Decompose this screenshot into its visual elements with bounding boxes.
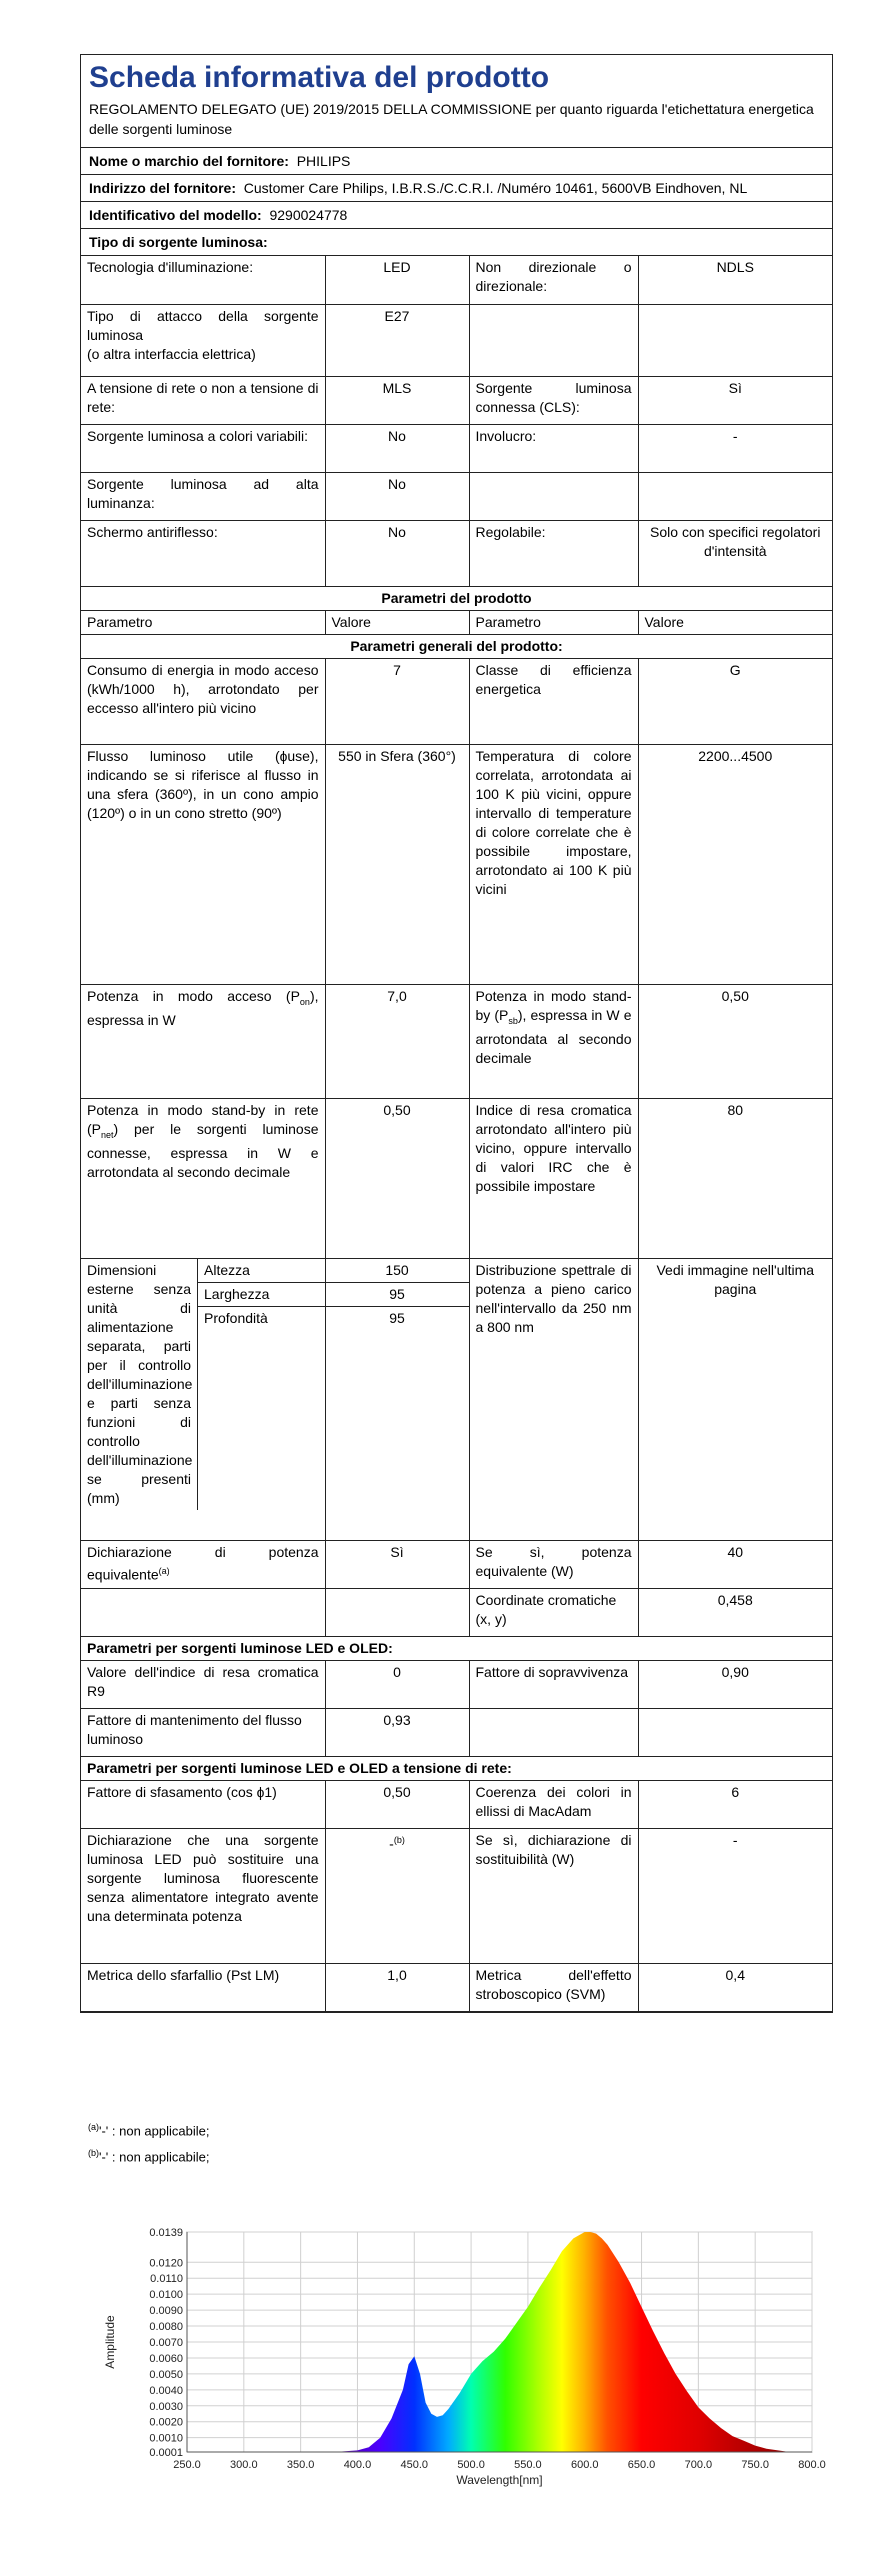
light-source-value: NDLS [638, 256, 832, 304]
equivalent-power-label: Dichiarazione di potenza equivalente$^{(a)}$ [81, 1540, 325, 1588]
general-params-header-row: Parametri generali del prodotto: [81, 634, 832, 658]
cri-value: 80 [638, 1098, 832, 1258]
supplier-name-label: Nome o marchio del fornitore: [89, 153, 289, 169]
y-axis-label: Amplitude [103, 2315, 117, 2369]
supplier-address-row [81, 175, 832, 202]
x-tick-label: 650.0 [627, 2459, 656, 2471]
efficiency-class-label: Classe di efficienza energetica [469, 658, 638, 744]
power-on-row [81, 984, 832, 1098]
x-tick-label: 350.0 [286, 2459, 315, 2471]
dimensions-row [81, 1258, 832, 1540]
light-source-value: E27 [325, 304, 469, 376]
equivalent-watt-label: Se sì, potenza equivalente (W) [469, 1540, 638, 1588]
model-id-label: Identificativo del modello: [89, 207, 262, 223]
y-tick-label: 0.0120 [149, 2257, 183, 2270]
y-tick-label: 0.0110 [150, 2273, 183, 2286]
spectral-distribution-chart [72, 2200, 832, 2500]
x-tick-label: 700.0 [684, 2459, 713, 2471]
y-tick-label: 0.0010 [149, 2432, 183, 2445]
light-source-label: Involucro: [469, 424, 638, 472]
x-axis-label: Wavelength[nm] [456, 2473, 543, 2487]
energy-label: Consumo di energia in modo acceso (kWh/1000 h), arrotondato per eccesso all'intero più vicino [81, 658, 325, 744]
chromaticity-label: Coordinate cromatiche (x, y) [469, 1588, 638, 1636]
y-tick-label: 0.0070 [149, 2337, 183, 2349]
x-tick-label: 750.0 [741, 2459, 769, 2471]
energy-row [81, 658, 832, 744]
y-tick-label: 0.0090 [149, 2305, 183, 2318]
light-source-row [81, 304, 832, 376]
macadam-value: 6 [638, 1780, 832, 1828]
col-header-value-1: Valore [325, 610, 469, 634]
model-id-value: 9290024778 [269, 207, 348, 223]
light-source-row [81, 256, 832, 304]
dimensions-label: Dimensioni esterne senza unità di alimentazione separata, parti per il controllo dell'illuminazione e parti senza funzioni di controllo dell'illuminazione se presenti (mm) [81, 1259, 198, 1510]
replacement-label: Dichiarazione che una sorgente luminosa LED può sostituire una sorgente luminosa fluorescente senza alimentatore integrato avente una determinata potenza [81, 1828, 325, 1963]
spd-value: Vedi immagine nell'ultima pagina [638, 1258, 832, 1540]
y-tick-label: 0.0040 [149, 2384, 183, 2397]
x-tick-label: 450.0 [400, 2459, 429, 2471]
product-info-sheet [80, 54, 833, 2013]
flicker-value: 1,0 [325, 1963, 469, 2011]
y-tick-label: 0.0139 [149, 2227, 183, 2239]
led-params-header-row: Parametri per sorgenti luminose LED e OLED: [81, 1636, 832, 1660]
power-net-label: Potenza in modo stand-by in rete $(P_{net})$ per le sorgenti luminose connesse, espressa in W e arrotondata al secondo decimale [81, 1098, 325, 1258]
r9-label: Valore dell'indice di resa cromatica R9 [81, 1660, 325, 1708]
y-tick-label: 0.0020 [149, 2416, 183, 2429]
light-source-row [81, 376, 832, 424]
replaceability-value: - [638, 1828, 832, 1963]
survival-factor-value: 0,90 [638, 1660, 832, 1708]
dimension-width-label: Larghezza [198, 1283, 325, 1307]
x-tick-label: 400.0 [343, 2459, 372, 2471]
light-source-value: MLS [325, 376, 469, 424]
equivalent-power-row [81, 1540, 832, 1588]
light-source-value [638, 304, 832, 376]
flux-row [81, 744, 832, 984]
light-source-label: Regolabile: [469, 520, 638, 586]
phase-label: Fattore di sfasamento (cos ɸ1) [81, 1780, 325, 1828]
standby-label: Potenza in modo stand-by $(P_{sb})$, espressa in W e arrotondata al secondo decimale [469, 984, 638, 1098]
supplier-address-label: Indirizzo del fornitore: [89, 180, 236, 196]
stroboscopic-value: 0,4 [638, 1963, 832, 2011]
chromaticity-row [81, 1588, 832, 1636]
dimension-width-value: 95 [326, 1283, 469, 1307]
footnotes [88, 2116, 209, 2169]
y-tick-label: 0.0001 [149, 2447, 183, 2459]
power-on-label: Potenza in modo acceso $(P_{on})$, espressa in W [81, 984, 325, 1098]
light-source-value [638, 472, 832, 520]
supplier-address-value: Customer Care Philips, I.B.R.S./C.C.R.I. /Numéro 10461, 5600VB Eindhoven, NL [243, 180, 748, 196]
replacement-value: -$^{(b)}$ [325, 1828, 469, 1963]
light-source-label: Non direzionale o direzionale: [469, 256, 638, 304]
light-source-value: No [325, 472, 469, 520]
light-source-label [469, 472, 638, 520]
light-source-row [81, 472, 832, 520]
product-params-header-row: Parametri del prodotto [81, 586, 832, 610]
maintenance-value: 0,93 [325, 1708, 469, 1756]
footnote-b: $^{(b)}$'-' : non applicabile; [88, 2148, 210, 2165]
flux-label: Flusso luminoso utile (ɸuse), indicando se si riferisce al flusso in una sfera (360º), in un cono ampio (120º) o in un cono stretto (90º) [81, 744, 325, 984]
light-source-value: - [638, 424, 832, 472]
light-source-value: LED [325, 256, 469, 304]
y-tick-label: 0.0060 [149, 2352, 183, 2365]
light-source-label: Tipo di attacco della sorgente luminosa (o altra interfaccia elettrica) [81, 304, 325, 376]
spd-label: Distribuzione spettrale di potenza a pieno carico nell'intervallo da 250 nm a 800 nm [469, 1258, 638, 1540]
light-source-value: No [325, 520, 469, 586]
stroboscopic-label: Metrica dell'effetto stroboscopico (SVM) [469, 1963, 638, 2011]
col-header-value-2: Valore [638, 610, 832, 634]
cct-label: Temperatura di colore correlata, arrotondata ai 100 K più vicini, oppure intervallo di temperature di colore correlate che è possibile impostare, arrotondato ai 100 K più vicini [469, 744, 638, 984]
cri-label: Indice di resa cromatica arrotondato all'intero più vicino, oppure intervallo di valori IRC che è possibile impostare [469, 1098, 638, 1258]
light-source-label: Schermo antiriflesso: [81, 520, 325, 586]
survival-factor-label: Fattore di sopravvivenza [469, 1660, 638, 1708]
y-tick-label: 0.0030 [149, 2400, 183, 2413]
x-tick-label: 600.0 [570, 2459, 599, 2471]
flux-value: 550 in Sfera (360°) [325, 744, 469, 984]
supplier-name-value: PHILIPS [296, 153, 351, 169]
maintenance-row [81, 1708, 832, 1756]
dimension-depth-label: Profondità [204, 1309, 268, 1326]
phase-value: 0,50 [325, 1780, 469, 1828]
r9-value: 0 [325, 1660, 469, 1708]
macadam-label: Coerenza dei colori in ellissi di MacAdam [469, 1780, 638, 1828]
model-id-row [81, 202, 832, 229]
y-tick-label: 0.0050 [149, 2368, 183, 2381]
source-type-header: Tipo di sorgente luminosa: [81, 229, 832, 256]
column-headers-row [81, 610, 832, 634]
replaceability-label: Se sì, dichiarazione di sostituibilità (W) [469, 1828, 638, 1963]
col-header-param-2: Parametro [469, 610, 638, 634]
dimension-height-value: 150 [326, 1259, 469, 1283]
sheet-title: Scheda informativa del prodotto [89, 61, 550, 94]
parameters-table [81, 256, 832, 2012]
light-source-row [81, 520, 832, 586]
light-source-label: Tecnologia d'illuminazione: [81, 256, 325, 304]
light-source-value: Sì [638, 376, 832, 424]
dimension-names [198, 1259, 325, 1510]
flicker-label: Metrica dello sfarfallio (Pst LM) [81, 1963, 325, 2011]
cct-value: 2200...4500 [638, 744, 832, 984]
power-net-value: 0,50 [325, 1098, 469, 1258]
y-tick-label: 0.0080 [149, 2321, 183, 2334]
col-header-param-1: Parametro [81, 610, 325, 634]
light-source-label: Sorgente luminosa ad alta luminanza: [81, 472, 325, 520]
equivalent-power-value: Sì [325, 1540, 469, 1588]
light-source-label: Sorgente luminosa a colori variabili: [81, 424, 325, 472]
replacement-row [81, 1828, 832, 1963]
x-tick-label: 250.0 [173, 2459, 201, 2471]
dimension-depth-value: 95 [389, 1309, 405, 1326]
equivalent-watt-value: 40 [638, 1540, 832, 1588]
maintenance-label: Fattore di mantenimento del flusso luminoso [81, 1708, 325, 1756]
x-tick-label: 800.0 [798, 2459, 826, 2471]
y-tick-label: 0.0100 [149, 2289, 183, 2302]
x-tick-label: 550.0 [514, 2459, 542, 2471]
standby-value: 0,50 [638, 984, 832, 1098]
power-net-row [81, 1098, 832, 1258]
regulation-text: REGOLAMENTO DELEGATO (UE) 2019/2015 DELLA COMMISSIONE per quanto riguarda l'etichettatura energetica delle sorgenti luminose [81, 97, 832, 148]
r9-row [81, 1660, 832, 1708]
supplier-name-row [81, 148, 832, 175]
light-source-label: Sorgente luminosa connessa (CLS): [469, 376, 638, 424]
phase-row [81, 1780, 832, 1828]
power-on-value: 7,0 [325, 984, 469, 1098]
footnote-a: $^{(a)}$'-' : non applicabile; [88, 2122, 210, 2139]
light-source-value: Solo con specifici regolatori d'intensità [638, 520, 832, 586]
dimension-height-label: Altezza [198, 1259, 325, 1283]
light-source-row [81, 424, 832, 472]
flicker-row [81, 1963, 832, 2011]
efficiency-class-value: G [638, 658, 832, 744]
led-mains-header-row: Parametri per sorgenti luminose LED e OLED a tensione di rete: [81, 1756, 832, 1780]
x-tick-label: 300.0 [230, 2459, 258, 2471]
energy-value: 7 [325, 658, 469, 744]
light-source-label: A tensione di rete o non a tensione di rete: [81, 376, 325, 424]
light-source-label [469, 304, 638, 376]
x-tick-label: 500.0 [457, 2459, 485, 2471]
chromaticity-value: 0,458 [638, 1588, 832, 1636]
light-source-value: No [325, 424, 469, 472]
